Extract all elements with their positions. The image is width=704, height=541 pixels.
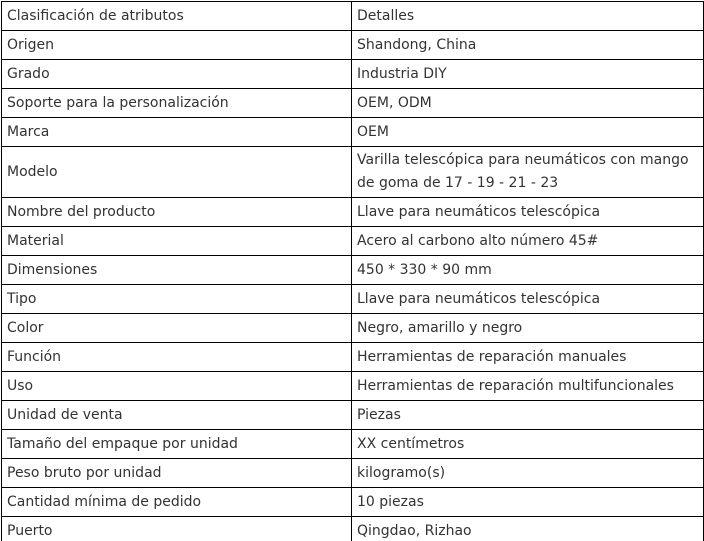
table-row: [2, 2, 704, 31]
attribute-cell: Marca: [2, 118, 352, 147]
detail-cell: Llave para neumáticos telescópica: [352, 285, 704, 314]
detail-cell: Llave para neumáticos telescópica: [352, 198, 704, 227]
attribute-cell: Grado: [2, 60, 352, 89]
table-row: [2, 488, 704, 517]
detail-cell: 10 piezas: [352, 488, 704, 517]
detail-cell: Qingdao, Rizhao: [352, 517, 704, 541]
detail-cell: Herramientas de reparación multifuncionales: [352, 372, 704, 401]
table-row: [2, 459, 704, 488]
attribute-cell: Puerto: [2, 517, 352, 541]
detail-cell: Herramientas de reparación manuales: [352, 343, 704, 372]
detail-cell: Negro, amarillo y negro: [352, 314, 704, 343]
detail-cell: kilogramo(s): [352, 459, 704, 488]
attribute-cell: Modelo: [2, 147, 352, 198]
table-row: [2, 372, 704, 401]
attribute-cell: Tamaño del empaque por unidad: [2, 430, 352, 459]
table-row: [2, 147, 704, 198]
detail-cell: Piezas: [352, 401, 704, 430]
table-row: [2, 227, 704, 256]
attribute-cell: Función: [2, 343, 352, 372]
attribute-cell: Dimensiones: [2, 256, 352, 285]
table-row: [2, 285, 704, 314]
attribute-cell: Cantidad mínima de pedido: [2, 488, 352, 517]
attributes-table: [1, 1, 704, 541]
attribute-cell: Peso bruto por unidad: [2, 459, 352, 488]
attribute-cell: Material: [2, 227, 352, 256]
detail-cell: OEM: [352, 118, 704, 147]
detail-cell: Varilla telescópica para neumáticos con mango de goma de 17 - 19 - 21 - 23: [352, 147, 704, 198]
detail-cell: OEM, ODM: [352, 89, 704, 118]
attribute-cell: Unidad de venta: [2, 401, 352, 430]
detail-cell: XX centímetros: [352, 430, 704, 459]
attribute-cell: Origen: [2, 31, 352, 60]
attribute-cell: Clasificación de atributos: [2, 2, 352, 31]
table-row: [2, 198, 704, 227]
detail-cell: Industria DIY: [352, 60, 704, 89]
detail-cell: 450 * 330 * 90 mm: [352, 256, 704, 285]
attribute-cell: Soporte para la personalización: [2, 89, 352, 118]
table-row: [2, 60, 704, 89]
attribute-cell: Tipo: [2, 285, 352, 314]
detail-cell: Shandong, China: [352, 31, 704, 60]
table-row: [2, 314, 704, 343]
attribute-cell: Uso: [2, 372, 352, 401]
detail-cell: Acero al carbono alto número 45#: [352, 227, 704, 256]
table-row: [2, 430, 704, 459]
table-row: [2, 517, 704, 541]
table-row: [2, 89, 704, 118]
detail-cell: Detalles: [352, 2, 704, 31]
table-row: [2, 118, 704, 147]
table-row: [2, 343, 704, 372]
attribute-cell: Nombre del producto: [2, 198, 352, 227]
table-row: [2, 256, 704, 285]
attribute-cell: Color: [2, 314, 352, 343]
table-row: [2, 401, 704, 430]
table-row: [2, 31, 704, 60]
